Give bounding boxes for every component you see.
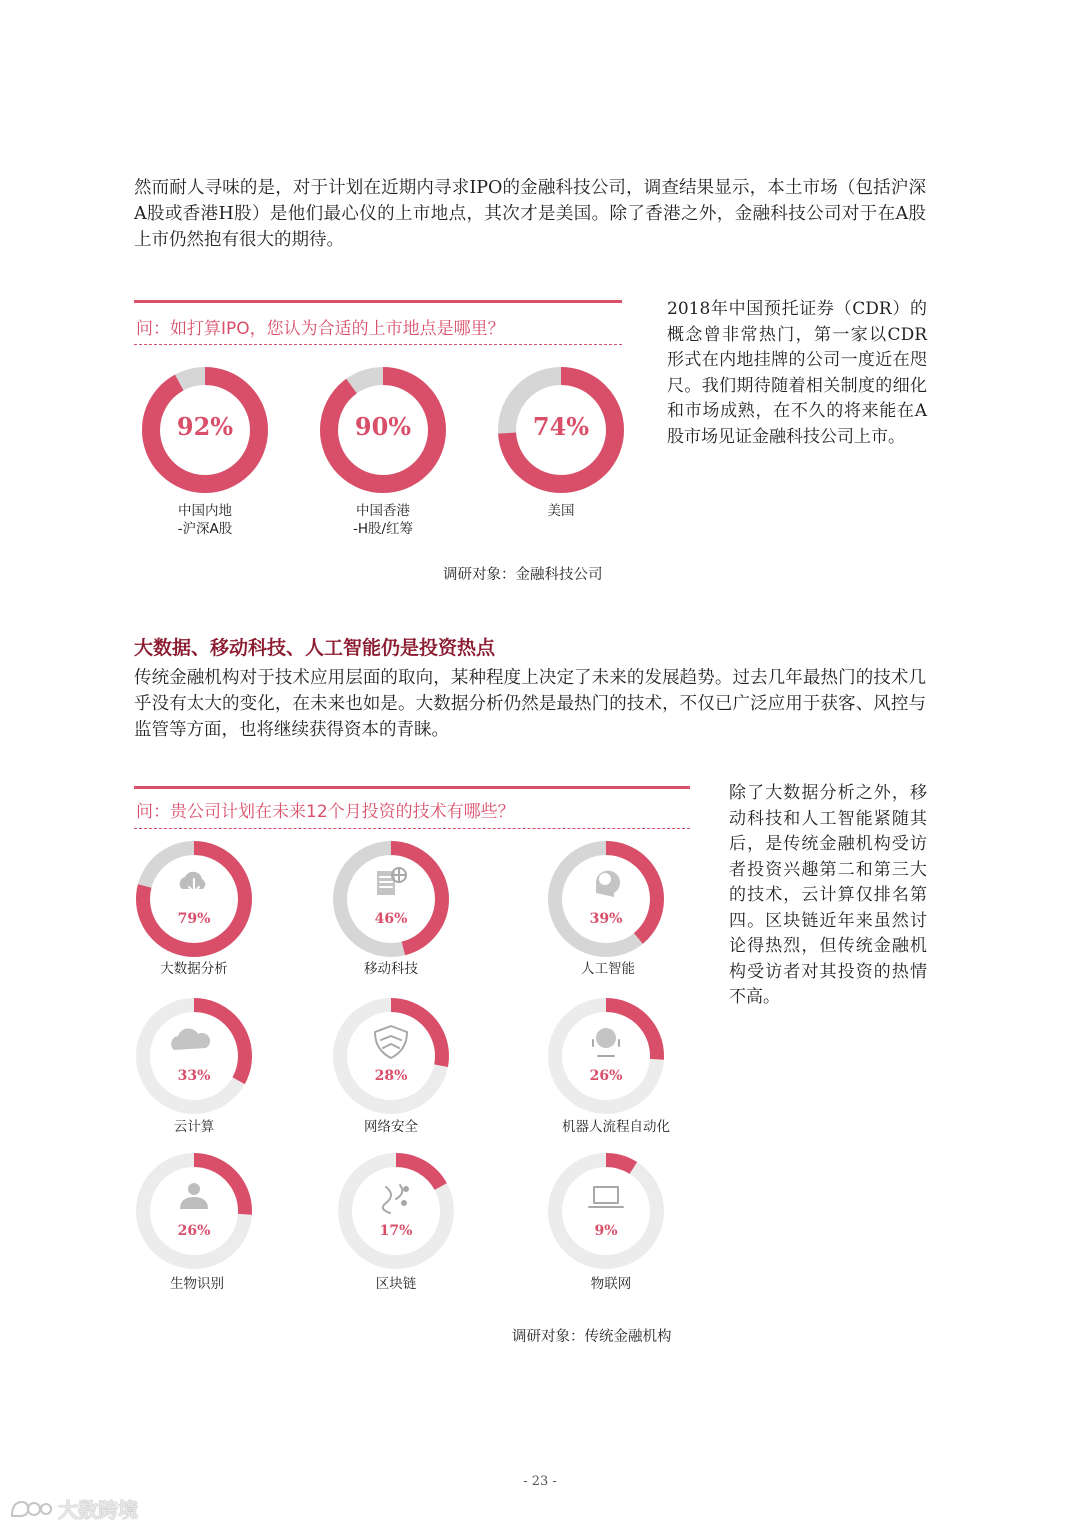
- question-1-text: 问：如打算IPO，您认为合适的上市地点是哪里？: [136, 319, 505, 339]
- ipo-ring-0-percent-label: 92%: [176, 412, 234, 441]
- source-note-2: 调研对象：传统金融机构: [512, 1329, 672, 1345]
- chart-label-us: 美国: [547, 503, 575, 519]
- ai-head-icon: [596, 871, 620, 897]
- intro-paragraph: 然而耐人寻味的是，对于计划在近期内寻求IPO的金融科技公司，调查结果显示，本土市场（包括沪深A股或香港H股）是他们最心仪的上市地点，其次才是美国。除了香港之外，金融科技公司对于在A股上市仍然抱有很大的期待。: [134, 178, 926, 250]
- donut-chart-mobile: [331, 839, 451, 959]
- document-globe-icon: [377, 868, 406, 895]
- question-2-top-rule: [134, 786, 690, 789]
- tech-ring-6-percent-label: 26%: [177, 1223, 211, 1239]
- tech-label-iot: 物联网: [590, 1276, 632, 1292]
- source-note-1: 调研对象：金融科技公司: [443, 567, 603, 583]
- cloud-icon: [171, 1028, 210, 1050]
- robot-icon: [593, 1028, 619, 1056]
- donut-chart-big-data: [134, 839, 254, 959]
- laptop-icon: [589, 1187, 623, 1207]
- chart-label-mainland: 中国内地 -沪深A股: [177, 503, 233, 537]
- section-heading: 大数据、移动科技、人工智能仍是投资热点: [134, 637, 496, 659]
- watermark-logo-icon: [8, 1496, 52, 1522]
- tech-label-mobile: 移动科技: [364, 961, 418, 977]
- question-1-dashed-rule: [134, 344, 622, 345]
- cloud-download-icon: [180, 872, 206, 892]
- tech-ring-2-percent-label: 39%: [589, 911, 623, 927]
- person-icon: [180, 1183, 208, 1209]
- donut-chart-biometrics: [134, 1151, 254, 1271]
- tech-label-big-data: 大数据分析: [160, 961, 228, 977]
- ipo-ring-2-percent-label: 74%: [532, 412, 590, 441]
- network-icon: [383, 1185, 408, 1213]
- ipo-ring-1-percent-label: 90%: [354, 412, 412, 441]
- tech-label-security: 网络安全: [364, 1119, 418, 1135]
- tech-ring-8-percent-label: 9%: [594, 1223, 618, 1239]
- donut-chart-hongkong: [318, 365, 448, 495]
- tech-label-ai: 人工智能: [581, 961, 635, 977]
- donut-chart-rpa: [546, 996, 666, 1116]
- donut-chart-cloud: [134, 996, 254, 1116]
- tech-ring-1-percent-label: 46%: [374, 911, 408, 927]
- chart-label-hongkong: 中国香港 -H股/红筹: [352, 503, 414, 537]
- question-1-top-rule: [134, 300, 622, 303]
- tech-ring-8-track: [555, 1160, 657, 1262]
- donut-chart-mainland: [140, 365, 270, 495]
- tech-ring-0-percent-label: 79%: [177, 911, 211, 927]
- side-text-tech: 除了大数据分析之外，移动科技和人工智能紧随其后，是传统金融机构受访者投资兴趣第二和第三大的技术，云计算仅排名第四。区块链近年来虽然讨论得热烈，但传统金融机构受访者对其投资的热情不高。: [729, 783, 927, 1007]
- donut-chart-blockchain: [336, 1151, 456, 1271]
- side-text-cdr: 2018年中国预托证券（CDR）的概念曾非常热门，第一家以CDR形式在内地挂牌的公司一度近在咫尺。我们期待随着相关制度的细化和市场成熟，在不久的将来能在A股市场见证金融科技公司上市。: [667, 299, 927, 447]
- tech-label-blockchain: 区块链: [375, 1276, 417, 1292]
- tech-label-rpa: 机器人流程自动化: [562, 1119, 670, 1135]
- donut-chart-ai: [546, 839, 666, 959]
- donut-chart-security: [331, 996, 451, 1116]
- page-number: - 23 -: [523, 1474, 557, 1489]
- tech-label-cloud: 云计算: [173, 1119, 215, 1135]
- question-2-text: 问：贵公司计划在未来12个月投资的技术有哪些？: [136, 802, 515, 822]
- tech-ring-7-percent-label: 17%: [379, 1223, 413, 1239]
- tech-label-biometrics: 生物识别: [170, 1276, 224, 1292]
- tech-ring-4-percent-label: 28%: [374, 1068, 408, 1084]
- tech-ring-5-percent-label: 26%: [589, 1068, 623, 1084]
- tech-ring-3-percent-label: 33%: [177, 1068, 211, 1084]
- donut-chart-us: [496, 365, 626, 495]
- question-2-dashed-rule: [134, 828, 690, 829]
- shield-icon: [375, 1026, 407, 1058]
- watermark: 大数跨境: [8, 1494, 138, 1523]
- donut-chart-iot: [546, 1151, 666, 1271]
- section-paragraph: 传统金融机构对于技术应用层面的取向，某种程度上决定了未来的发展趋势。过去几年最热门的技术几乎没有太大的变化，在未来也如是。大数据分析仍然是最热门的技术，不仅已广泛应用于获客、风控与监管等方面，也将继续获得资本的青睐。: [134, 668, 926, 740]
